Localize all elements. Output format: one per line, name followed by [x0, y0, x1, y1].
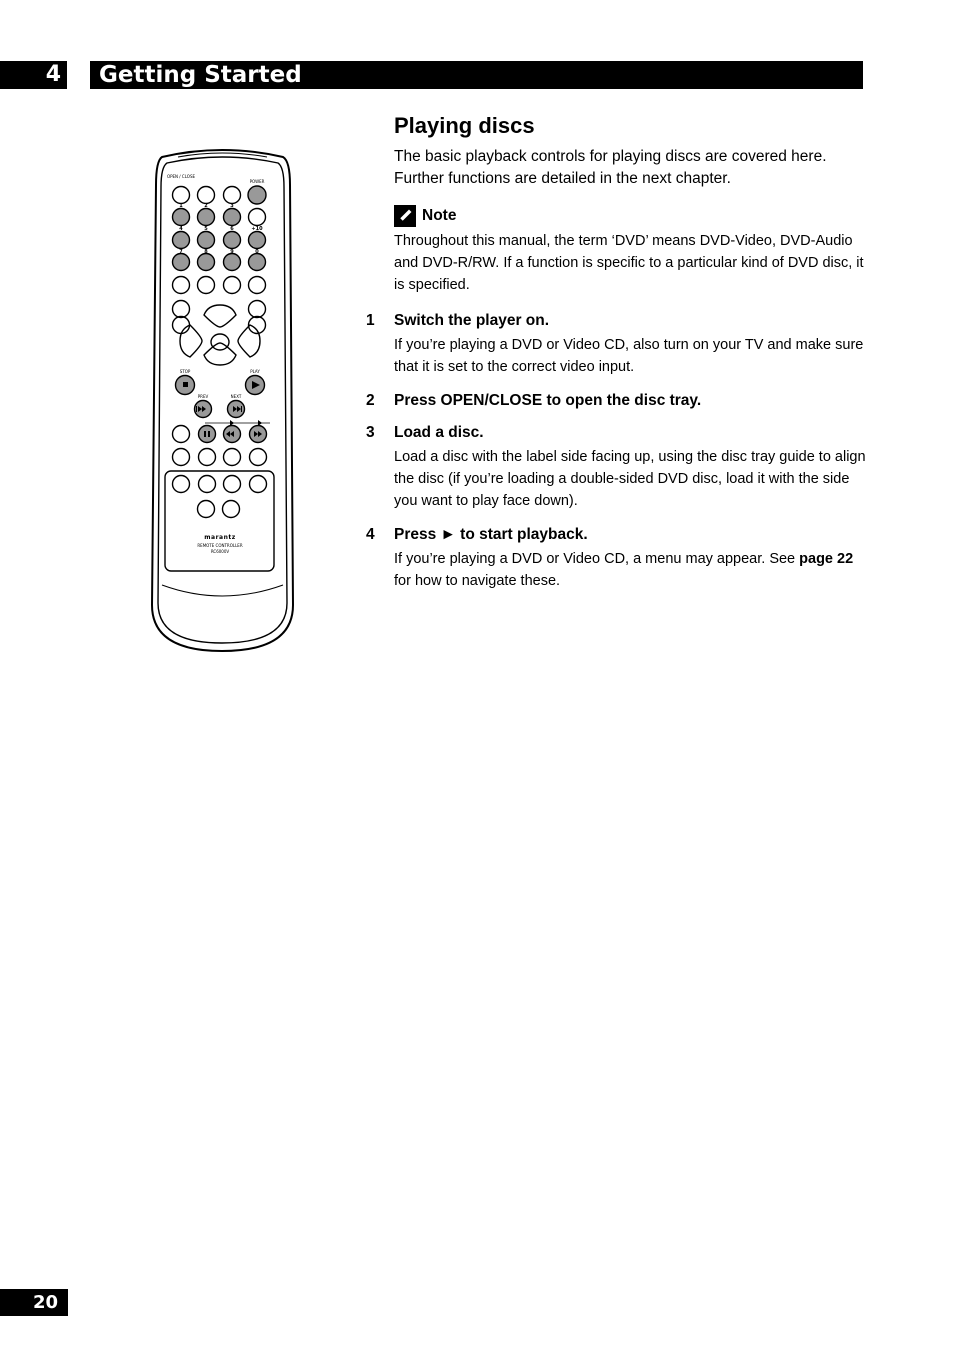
main-content — [366, 112, 866, 592]
step-number: 3 — [366, 424, 375, 441]
remote-digit: 5 — [204, 226, 208, 232]
section-intro: The basic playback controls for playing discs are covered here. Further functions are detailed in the next chapter. — [394, 148, 827, 187]
step-item — [366, 310, 866, 378]
remote-digit: 1 — [179, 203, 183, 209]
step-number: 2 — [366, 392, 375, 409]
remote-digit: 2 — [204, 203, 208, 209]
remote-model-line1: REMOTE CONTROLLER — [197, 543, 243, 548]
pencil-note-icon — [394, 205, 416, 227]
step-title: Switch the player on. — [394, 312, 550, 329]
remote-digit: +10 — [251, 226, 263, 232]
chapter-number: 4 — [0, 61, 67, 89]
step-body: If you’re playing a DVD or Video CD, also turn on your TV and make sure that it is set to the correct video input. — [394, 337, 864, 375]
page-number: 20 — [0, 1289, 68, 1316]
step-title: Press ► to start playback. — [394, 526, 588, 543]
step-body-text: If you’re playing a DVD or Video CD, a menu may appear. See — [394, 551, 800, 567]
remote-prev-label: PREV — [197, 394, 209, 399]
remote-digit: 6 — [230, 226, 234, 232]
remote-play-label: PLAY — [250, 369, 260, 374]
remote-digit: 8 — [204, 249, 208, 255]
remote-digit: 9 — [230, 249, 234, 255]
remote-power-label: POWER — [249, 179, 265, 184]
page-reference-link[interactable]: page 22 — [799, 551, 854, 567]
step-number: 1 — [366, 312, 375, 329]
remote-control-illustration — [150, 145, 295, 655]
note-heading — [394, 204, 866, 228]
remote-digit: 0 — [255, 249, 259, 255]
remote-model-line2: RC6000V — [210, 549, 230, 554]
step-body: Load a disc with the label side facing up, using the disc tray guide to align the disc (if you’re loading a double-sided DVD disc, load it with the side you want to play face down). — [394, 449, 866, 509]
note-label: Note — [422, 207, 457, 224]
step-item — [366, 524, 866, 592]
remote-brand: marantz — [204, 534, 236, 541]
remote-digit: 7 — [179, 249, 183, 255]
step-body — [394, 548, 866, 592]
remote-digit: 3 — [230, 203, 234, 209]
step-title: Press OPEN/CLOSE to open the disc tray. — [394, 392, 702, 409]
step-body-text: for how to navigate these. — [394, 573, 561, 589]
step-title: Load a disc. — [394, 424, 484, 441]
step-item — [366, 422, 866, 512]
step-item — [366, 390, 866, 412]
remote-stop-label: STOP — [179, 369, 191, 374]
step-number: 4 — [366, 526, 375, 543]
chapter-title: Getting Started — [90, 61, 863, 89]
remote-open-close-label: OPEN / CLOSE — [166, 174, 196, 179]
remote-digit: 4 — [179, 226, 183, 232]
remote-next-label: NEXT — [230, 394, 242, 399]
section-title: Playing discs — [394, 113, 535, 138]
note-text: Throughout this manual, the term ‘DVD’ means DVD-Video, DVD-Audio and DVD-R/RW. If a function is specific to a particular kind of DVD disc, it is specified. — [394, 233, 864, 293]
